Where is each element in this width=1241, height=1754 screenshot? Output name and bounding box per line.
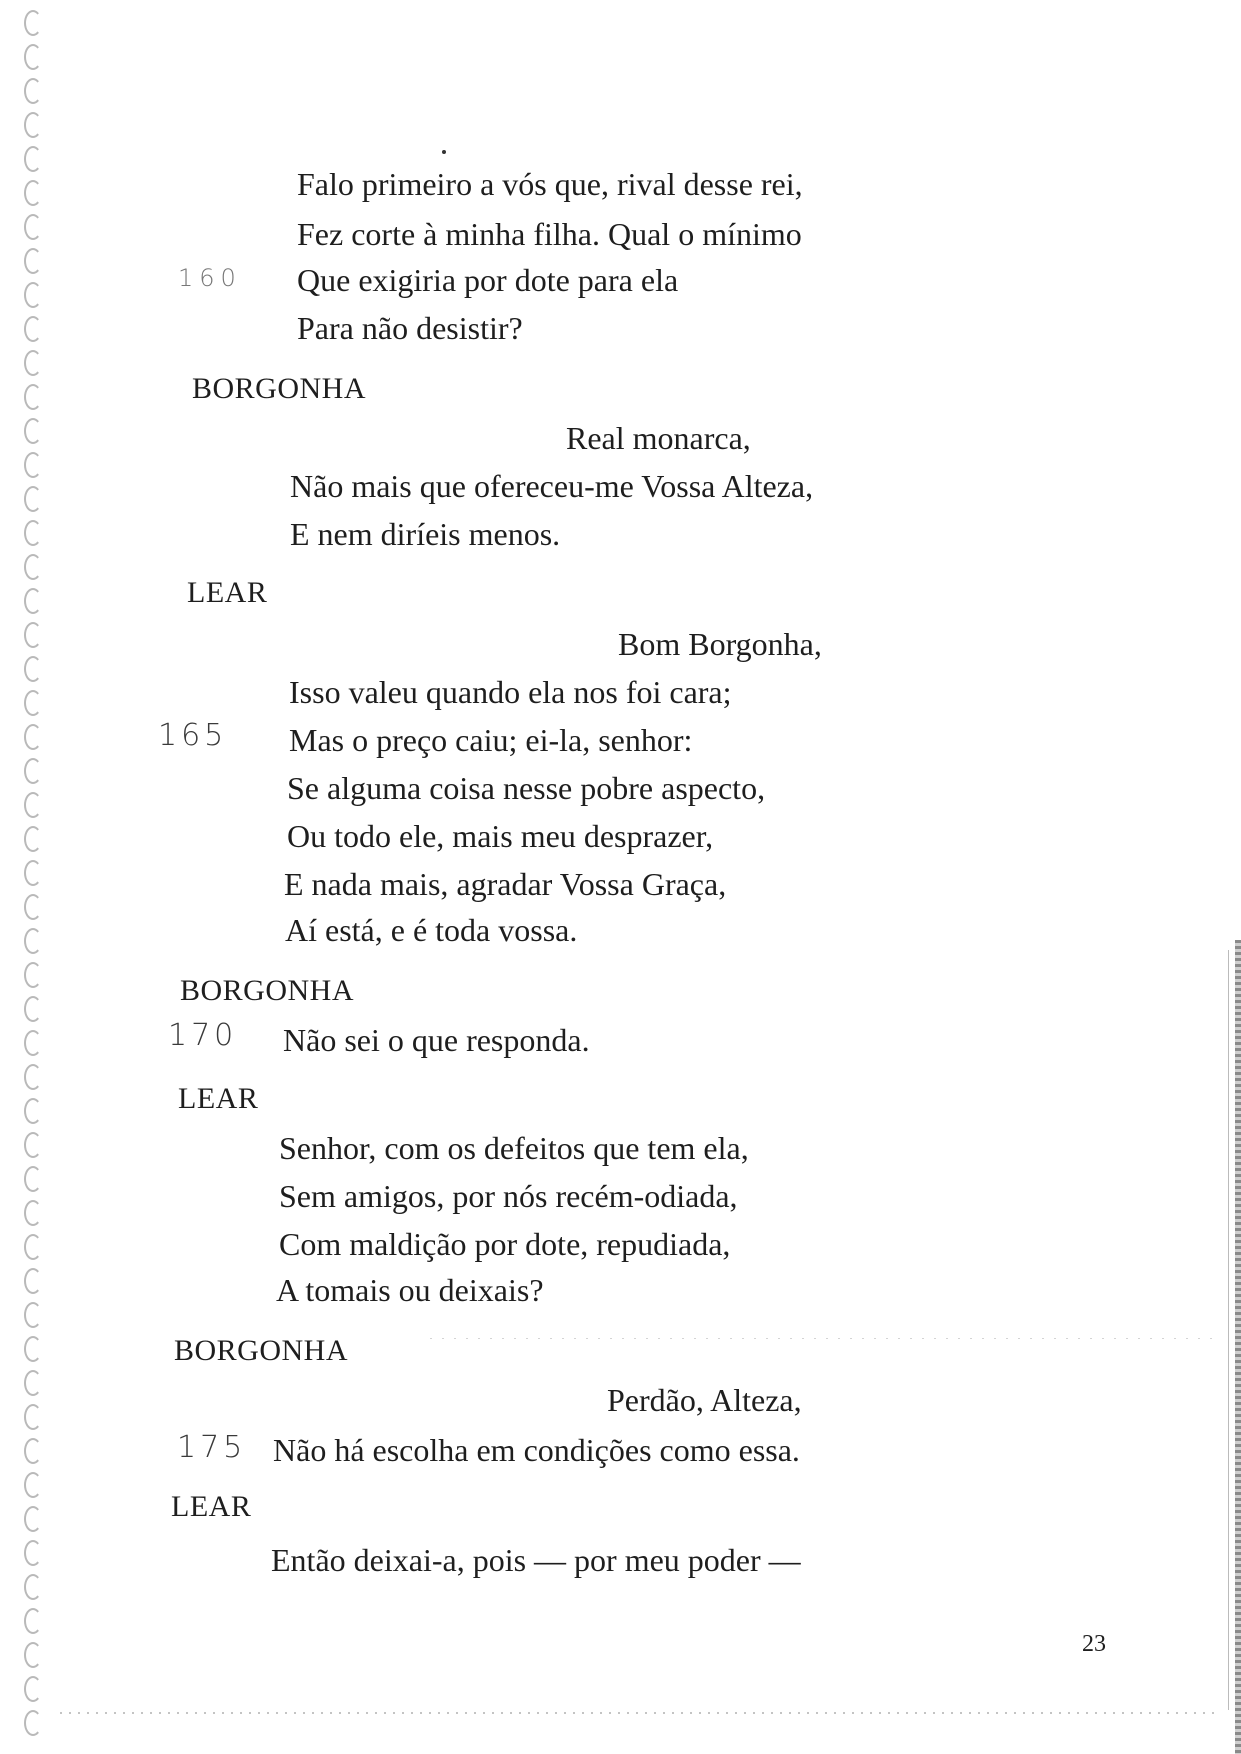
verse-line: Para não desistir?: [297, 310, 523, 346]
verse-line: Aí está, e é toda vossa.: [285, 912, 578, 948]
binding-hole: [24, 384, 42, 410]
binding-hole: [24, 248, 42, 274]
binding-hole: [24, 1268, 42, 1294]
binding-hole: [24, 1506, 42, 1532]
binding-hole: [24, 1642, 42, 1668]
verse-line: Então deixai-a, pois — por meu poder —: [271, 1542, 801, 1578]
binding-hole: [24, 112, 42, 138]
binding-hole: [24, 1540, 42, 1566]
binding-hole: [24, 180, 42, 206]
scan-noise-bottom: [60, 1712, 1221, 1714]
binding-hole: [24, 452, 42, 478]
binding-hole: [24, 1574, 42, 1600]
binding-hole: [24, 588, 42, 614]
binding-hole: [24, 996, 42, 1022]
verse-line: Com maldição por dote, repudiada,: [279, 1226, 731, 1262]
verse-line: Não mais que ofereceu-me Vossa Alteza,: [290, 468, 814, 504]
verse-line: Senhor, com os defeitos que tem ela,: [279, 1130, 749, 1166]
binding-hole: [24, 860, 42, 886]
line-number: 175: [177, 1430, 247, 1465]
binding-hole: [24, 656, 42, 682]
binding-hole: [24, 1030, 42, 1056]
verse-line: Mas o preço caiu; ei-la, senhor:: [289, 722, 693, 758]
line-number: 170: [168, 1018, 238, 1053]
verse-line: Falo primeiro a vós que, rival desse rei,: [297, 166, 803, 202]
binding-hole: [24, 928, 42, 954]
binding-hole: [24, 1098, 42, 1124]
binding-hole: [24, 1166, 42, 1192]
binding-hole: [24, 826, 42, 852]
binding-hole: [24, 1200, 42, 1226]
binding-hole: [24, 1608, 42, 1634]
line-number: 165: [158, 718, 228, 753]
verse-line: Que exigiria por dote para ela: [297, 262, 679, 298]
binding-hole: [24, 1676, 42, 1702]
binding-hole: [24, 894, 42, 920]
binding-hole: [24, 350, 42, 376]
binding-hole: [24, 1302, 42, 1328]
binding-hole: [24, 1336, 42, 1362]
binding-hole: [24, 316, 42, 342]
binding-hole: [24, 758, 42, 784]
binding-hole: [24, 214, 42, 240]
binding-hole: [24, 1438, 42, 1464]
binding-hole: [24, 622, 42, 648]
spiral-binding: [18, 10, 58, 1750]
line-number: 160: [178, 264, 242, 292]
binding-hole: [24, 554, 42, 580]
speaker-name: LEAR: [178, 1082, 259, 1115]
speaker-name: BORGONHA: [192, 372, 367, 405]
binding-hole: [24, 792, 42, 818]
binding-hole: [24, 1472, 42, 1498]
verse-line: Perdão, Alteza,: [607, 1382, 802, 1418]
page-number: 23: [1082, 1631, 1106, 1657]
binding-hole: [24, 724, 42, 750]
binding-hole: [24, 1132, 42, 1158]
speaker-name: LEAR: [187, 576, 268, 609]
binding-hole: [24, 146, 42, 172]
verse-line: Sem amigos, por nós recém-odiada,: [279, 1178, 738, 1214]
binding-hole: [24, 44, 42, 70]
verse-line: Se alguma coisa nesse pobre aspecto,: [287, 770, 766, 806]
verse-line: Fez corte à minha filha. Qual o mínimo: [297, 216, 802, 252]
binding-hole: [24, 78, 42, 104]
verse-line: Ou todo ele, mais meu desprazer,: [287, 818, 714, 854]
binding-hole: [24, 1234, 42, 1260]
binding-hole: [24, 1404, 42, 1430]
verse-line: Real monarca,: [566, 420, 751, 456]
verse-line: Não há escolha em condições como essa.: [273, 1432, 800, 1468]
speaker-name: BORGONHA: [174, 1334, 349, 1367]
binding-hole: [24, 418, 42, 444]
binding-hole: [24, 1710, 42, 1736]
binding-hole: [24, 282, 42, 308]
verse-line: Não sei o que responda.: [283, 1022, 590, 1058]
binding-hole: [24, 962, 42, 988]
verse-line: E nada mais, agradar Vossa Graça,: [284, 866, 727, 902]
verse-line: E nem diríeis menos.: [290, 516, 561, 552]
binding-hole: [24, 1370, 42, 1396]
binding-hole: [24, 520, 42, 546]
ink-dot: [442, 150, 446, 154]
scan-edge-line: [1228, 950, 1229, 1710]
binding-hole: [24, 486, 42, 512]
binding-hole: [24, 1064, 42, 1090]
verse-line: Bom Borgonha,: [618, 626, 822, 662]
binding-hole: [24, 10, 42, 36]
scan-noise-middle: [430, 1338, 1221, 1339]
speaker-name: LEAR: [171, 1490, 252, 1523]
verse-line: Isso valeu quando ela nos foi cara;: [289, 674, 732, 710]
verse-line: A tomais ou deixais?: [276, 1272, 544, 1308]
scan-edge: [1235, 940, 1241, 1754]
speaker-name: BORGONHA: [180, 974, 355, 1007]
binding-hole: [24, 690, 42, 716]
